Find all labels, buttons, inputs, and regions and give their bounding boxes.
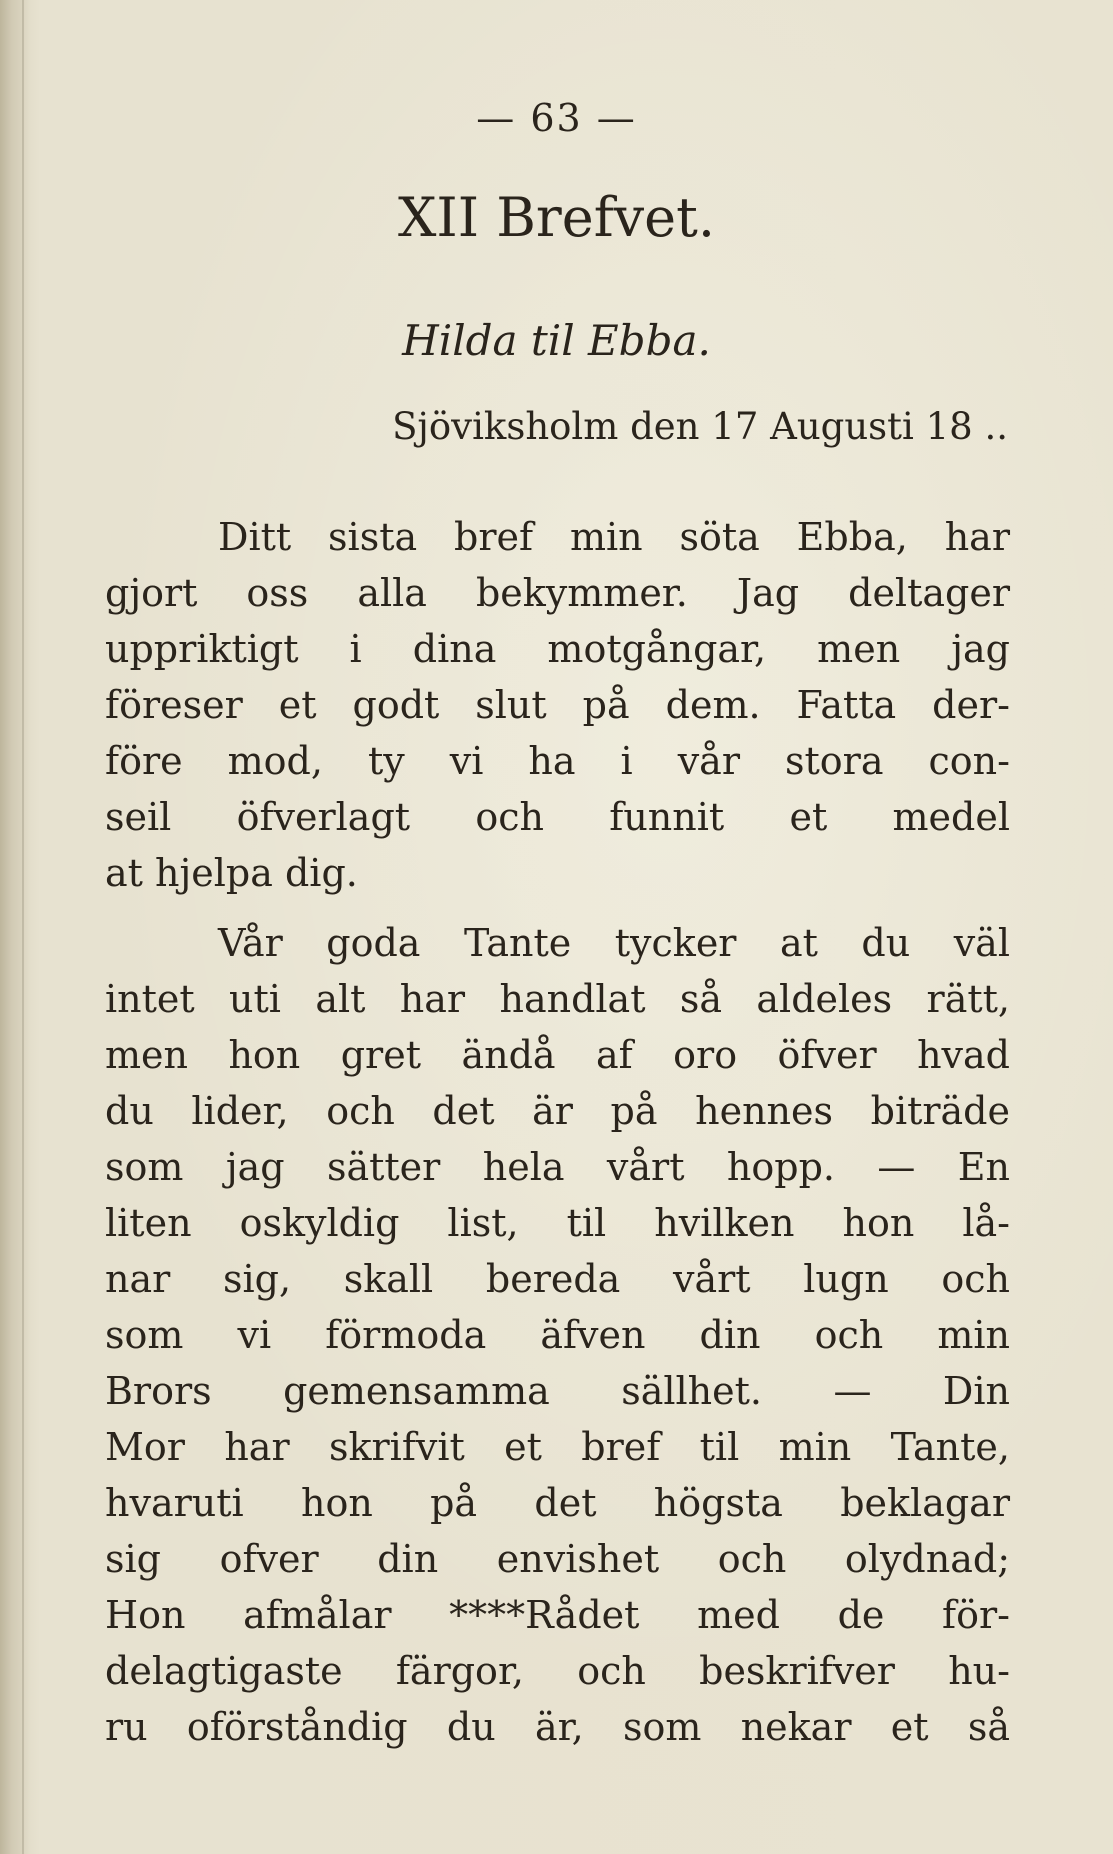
text-line: Hon afmålar ****Rådet med de för- <box>105 1593 1010 1637</box>
text-line: du lider, och det är på hennes biträde <box>105 1089 1010 1133</box>
text-line: sig ofver din envishet och olydnad; <box>105 1537 1010 1581</box>
text-line: ru oförståndig du är, som nekar et så <box>105 1705 1010 1749</box>
text-line: som vi förmoda äfven din och min <box>105 1313 1010 1357</box>
text-line: seil öfverlagt och funnit et medel <box>105 795 1010 839</box>
gutter-edge <box>22 0 24 1854</box>
text-line: gjort oss alla bekymmer. Jag deltager <box>105 571 1010 615</box>
text-line: uppriktigt i dina motgångar, men jag <box>105 627 1010 671</box>
text-line: Mor har skrifvit et bref til min Tante, <box>105 1425 1010 1469</box>
text-line: Vår goda Tante tycker at du väl <box>218 921 1010 965</box>
page-number: — 63 — <box>476 96 637 140</box>
text-line: men hon gret ändå af oro öfver hvad <box>105 1033 1010 1077</box>
text-line: nar sig, skall bereda vårt lugn och <box>105 1257 1010 1301</box>
text-line: föreser et godt slut på dem. Fatta der- <box>105 683 1010 727</box>
page-gutter <box>0 0 30 1854</box>
text-line: intet uti alt har handlat så aldeles rätt, <box>105 977 1010 1021</box>
text-line: Ditt sista bref min söta Ebba, har <box>218 515 1010 559</box>
text-line: före mod, ty vi ha i vår stora con- <box>105 739 1010 783</box>
letter-title: XII Brefvet. <box>397 186 716 249</box>
text-line: Brors gemensamma sällhet. — Din <box>105 1369 1010 1413</box>
text-line: at hjelpa dig. <box>105 851 358 895</box>
text-line: som jag sätter hela vårt hopp. — En <box>105 1145 1010 1189</box>
letter-dateline: Sjöviksholm den 17 Augusti 18 .. <box>392 405 1008 448</box>
text-line: liten oskyldig list, til hvilken hon lå- <box>105 1201 1010 1245</box>
text-line: hvaruti hon på det högsta beklagar <box>105 1481 1010 1525</box>
letter-subtitle: Hilda til Ebba. <box>402 316 711 365</box>
text-line: delagtigaste färgor, och beskrifver hu- <box>105 1649 1010 1693</box>
